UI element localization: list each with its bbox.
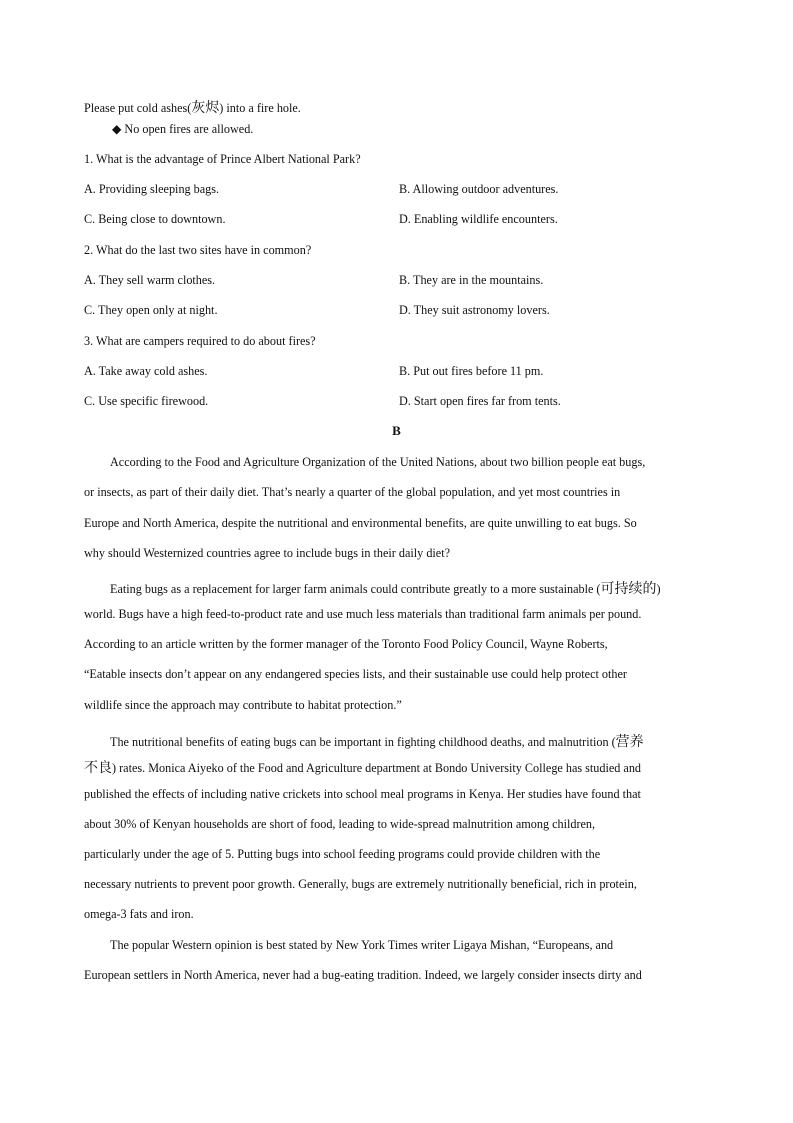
q1-option-d: D. Enabling wildlife encounters.	[399, 212, 558, 226]
p2-paren-close: )	[656, 582, 661, 596]
p3-line-7: omega-3 fats and iron.	[84, 907, 194, 921]
p4-line-1: The popular Western opinion is best stated by New York Times writer Ligaya Mishan, “Europeans, and	[110, 938, 614, 952]
q1-option-b: B. Allowing outdoor adventures.	[399, 182, 559, 196]
q3-option-a: A. Take away cold ashes.	[84, 364, 208, 378]
p3-line-3: published the effects of including native crickets into school meal programs in Kenya. Her studies have found that	[84, 787, 641, 801]
p2-cjk-gloss: 可持续的	[600, 581, 657, 597]
intro-line-ashes	[84, 97, 301, 117]
p2-line-4: “Eatable insects don’t appear on any endangered species lists, and their sustainable use could help protect other	[84, 667, 627, 681]
section-heading: B	[392, 423, 401, 438]
p3-line-4: about 30% of Kenyan households are short of food, leading to wide-spread malnutrition among children,	[84, 817, 596, 831]
intro-paren-open: (	[187, 101, 192, 115]
question-2-stem: 2. What do the last two sites have in common?	[84, 243, 312, 257]
p3-cjk-gloss-part2: 不良	[84, 760, 112, 776]
p4-line-2: European settlers in North America, never had a bug-eating tradition. Indeed, we largely consider insects dirty and	[84, 968, 642, 982]
p2-line-1	[110, 578, 661, 598]
p2-line-5: wildlife since the approach may contribute to habitat protection.”	[84, 698, 402, 712]
p1-line-1: According to the Food and Agriculture Organization of the United Nations, about two billion people eat bugs,	[110, 455, 646, 469]
p1-line-4: why should Westernized countries agree to include bugs in their daily diet?	[84, 546, 451, 560]
q2-option-b: B. They are in the mountains.	[399, 273, 544, 287]
q3-option-d: D. Start open fires far from tents.	[399, 394, 561, 408]
p3-line-2	[84, 757, 641, 777]
q3-option-b: B. Put out fires before 11 pm.	[399, 364, 544, 378]
intro-text-post: ) into a fire hole.	[219, 101, 301, 115]
bullet-no-open-fires	[112, 122, 253, 137]
p2-line-1-text: Eating bugs as a replacement for larger farm animals could contribute greatly to a more sustainable (	[110, 582, 601, 596]
p3-line-2-text: ) rates. Monica Aiyeko of the Food and Agriculture department at Bondo University College has studied and	[112, 761, 642, 775]
q2-option-a: A. They sell warm clothes.	[84, 273, 216, 287]
bullet-text: No open fires are allowed.	[124, 122, 254, 136]
q1-option-a: A. Providing sleeping bags.	[84, 182, 220, 196]
question-1-stem: 1. What is the advantage of Prince Albert National Park?	[84, 152, 361, 166]
q1-option-c: C. Being close to downtown.	[84, 212, 226, 226]
p3-cjk-gloss-part1: 营养	[615, 734, 644, 750]
diamond-bullet-icon: ◆	[112, 122, 122, 136]
p3-line-1-text: The nutritional benefits of eating bugs can be important in fighting childhood deaths, and malnutrition (	[110, 735, 616, 749]
p1-line-2: or insects, as part of their daily diet. That’s nearly a quarter of the global population, and yet most countries in	[84, 485, 621, 499]
p2-line-2: world. Bugs have a high feed-to-product rate and use much less materials than traditional farm animals per pound.	[84, 607, 642, 621]
intro-cjk-gloss: 灰烬	[191, 100, 220, 116]
intro-text-pre: Please put cold ashes	[84, 101, 188, 115]
q3-option-c: C. Use specific firewood.	[84, 394, 209, 408]
p3-line-6: necessary nutrients to prevent poor growth. Generally, bugs are extremely nutritionally beneficial, rich in protein,	[84, 877, 637, 891]
question-3-stem: 3. What are campers required to do about fires?	[84, 334, 316, 348]
q2-option-d: D. They suit astronomy lovers.	[399, 303, 550, 317]
p3-line-1	[110, 731, 644, 751]
q2-option-c: C. They open only at night.	[84, 303, 218, 317]
p3-line-5: particularly under the age of 5. Putting bugs into school feeding programs could provide children with the	[84, 847, 601, 861]
p1-line-3: Europe and North America, despite the nutritional and environmental benefits, are quite unwilling to eat bugs. So	[84, 516, 637, 530]
p2-line-3: According to an article written by the former manager of the Toronto Food Policy Council, Wayne Roberts,	[84, 637, 608, 651]
